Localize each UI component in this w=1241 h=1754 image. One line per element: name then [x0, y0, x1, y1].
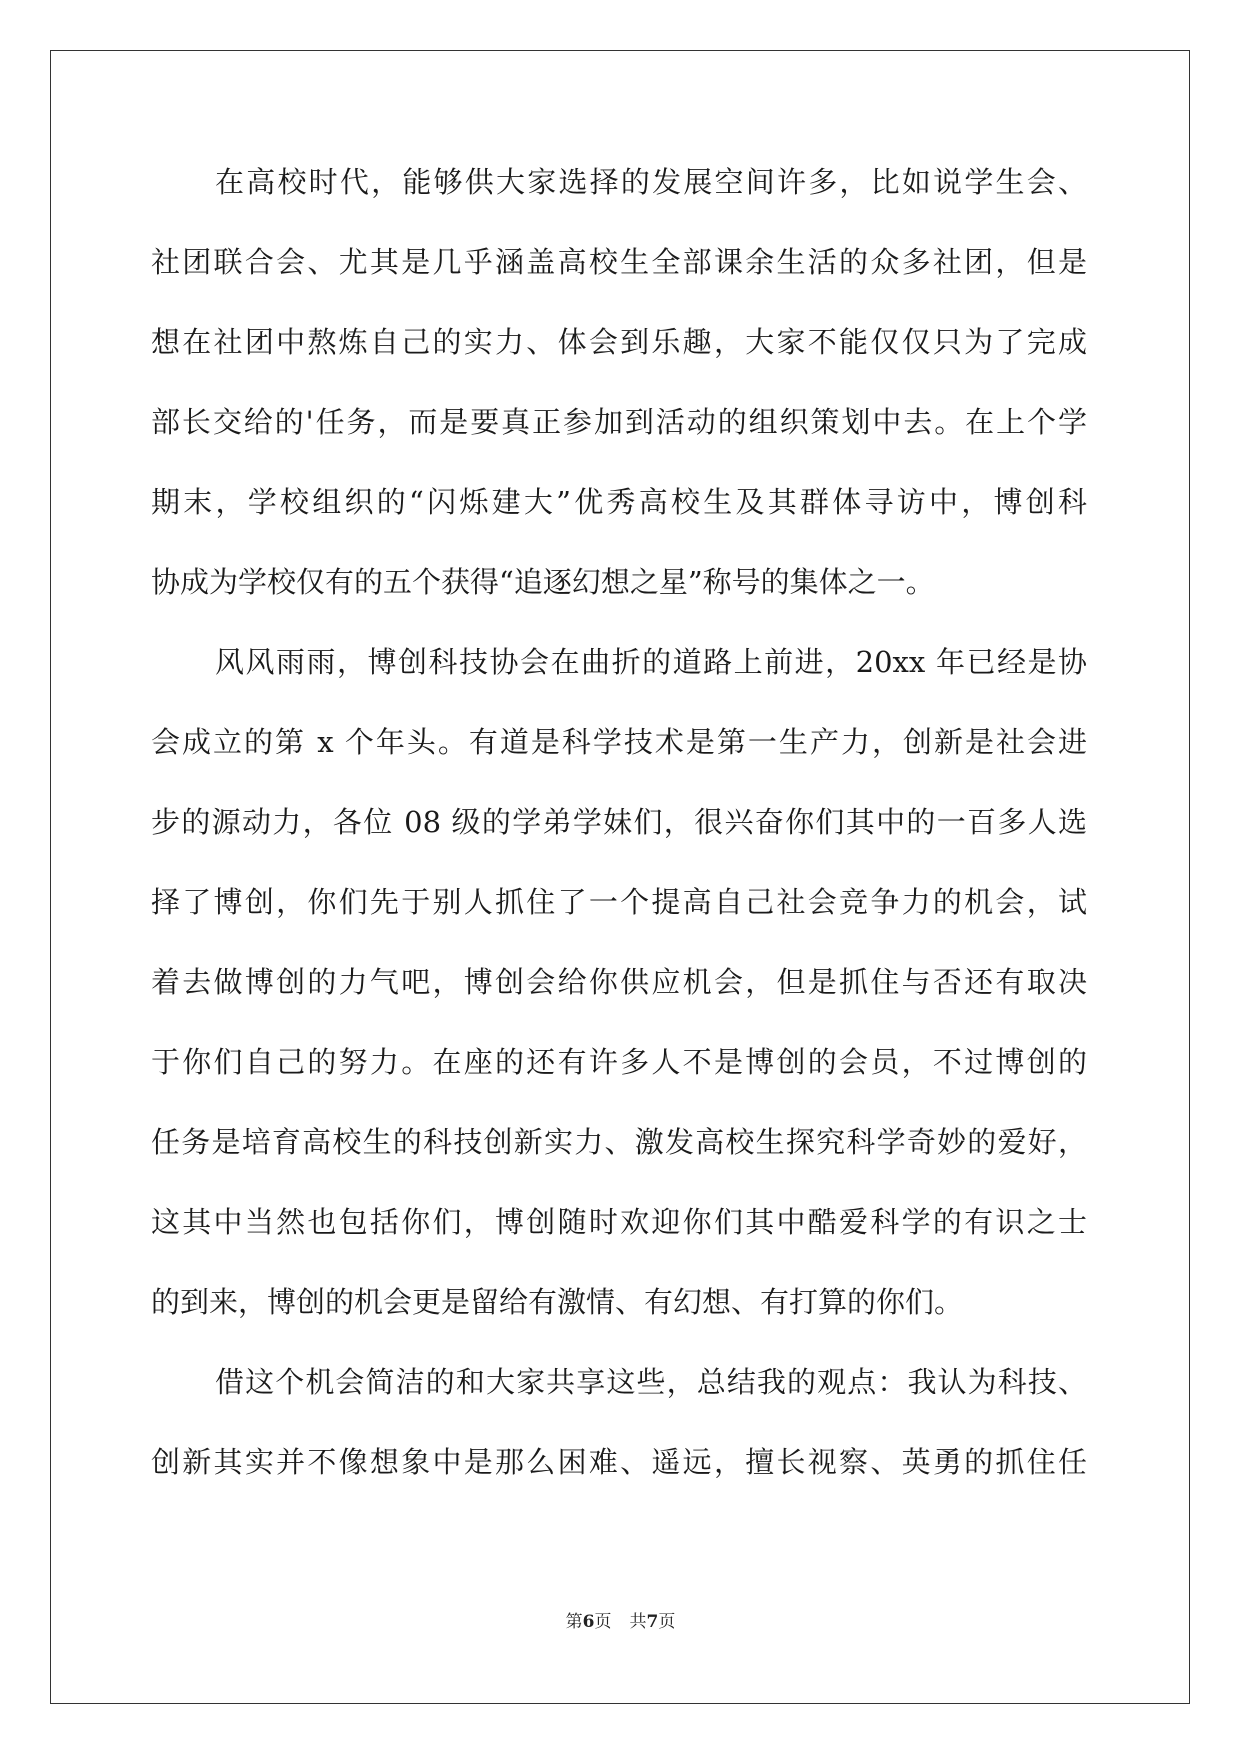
page-footer — [0, 1607, 1241, 1632]
footer-page-suffix: 页 — [594, 1612, 612, 1632]
paragraph-line: 想在社团中熬炼自己的实力、体会到乐趣，大家不能仅仅只为了完成 — [151, 325, 1087, 359]
paragraph-line: 部长交给的'任务，而是要真正参加到活动的组织策划中去。在上个学 — [151, 405, 1087, 439]
paragraph-line: 在高校时代，能够供大家选择的发展空间许多，比如说学生会、 — [215, 165, 1087, 199]
paragraph-line: 借这个机会简洁的和大家共享这些，总结我的观点：我认为科技、 — [215, 1365, 1087, 1399]
paragraph-line: 于你们自己的努力。在座的还有许多人不是博创的会员，不过博创的 — [151, 1045, 1087, 1079]
paragraph-line: 择了博创，你们先于别人抓住了一个提高自己社会竞争力的机会，试 — [151, 885, 1087, 919]
paragraph-line: 社团联合会、尤其是几乎涵盖高校生全部课余生活的众多社团，但是 — [151, 245, 1087, 279]
footer-total-suffix: 页 — [658, 1612, 676, 1632]
footer-total-prefix: 共 — [629, 1612, 647, 1632]
document-body — [151, 160, 1087, 1520]
paragraph-line: 风风雨雨，博创科技协会在曲折的道路上前进，20xx 年已经是协 — [215, 645, 1087, 679]
paragraph-line: 的到来，博创的机会更是留给有激情、有幻想、有打算的你们。 — [151, 1285, 964, 1319]
paragraph-line: 协成为学校仅有的五个获得“追逐幻想之星”称号的集体之一。 — [151, 565, 935, 599]
page-number: 6 — [582, 1612, 595, 1632]
paragraph-line: 步的源动力，各位 08 级的学弟学妹们，很兴奋你们其中的一百多人选 — [151, 805, 1087, 839]
total-pages: 7 — [646, 1612, 659, 1632]
paragraph-line: 任务是培育高校生的科技创新实力、激发高校生探究科学奇妙的爱好， — [151, 1125, 1087, 1159]
paragraph-line: 期末，学校组织的“闪烁建大”优秀高校生及其群体寻访中，博创科 — [151, 485, 1087, 519]
paragraph-line: 着去做博创的力气吧，博创会给你供应机会，但是抓住与否还有取决 — [151, 965, 1087, 999]
paragraph-line: 这其中当然也包括你们，博创随时欢迎你们其中酷爱科学的有识之士 — [151, 1205, 1087, 1239]
paragraph-line: 会成立的第 x 个年头。有道是科学技术是第一生产力，创新是社会进 — [151, 725, 1087, 759]
footer-prefix: 第 — [565, 1612, 583, 1632]
paragraph-line: 创新其实并不像想象中是那么困难、遥远，擅长视察、英勇的抓住任 — [151, 1445, 1087, 1479]
